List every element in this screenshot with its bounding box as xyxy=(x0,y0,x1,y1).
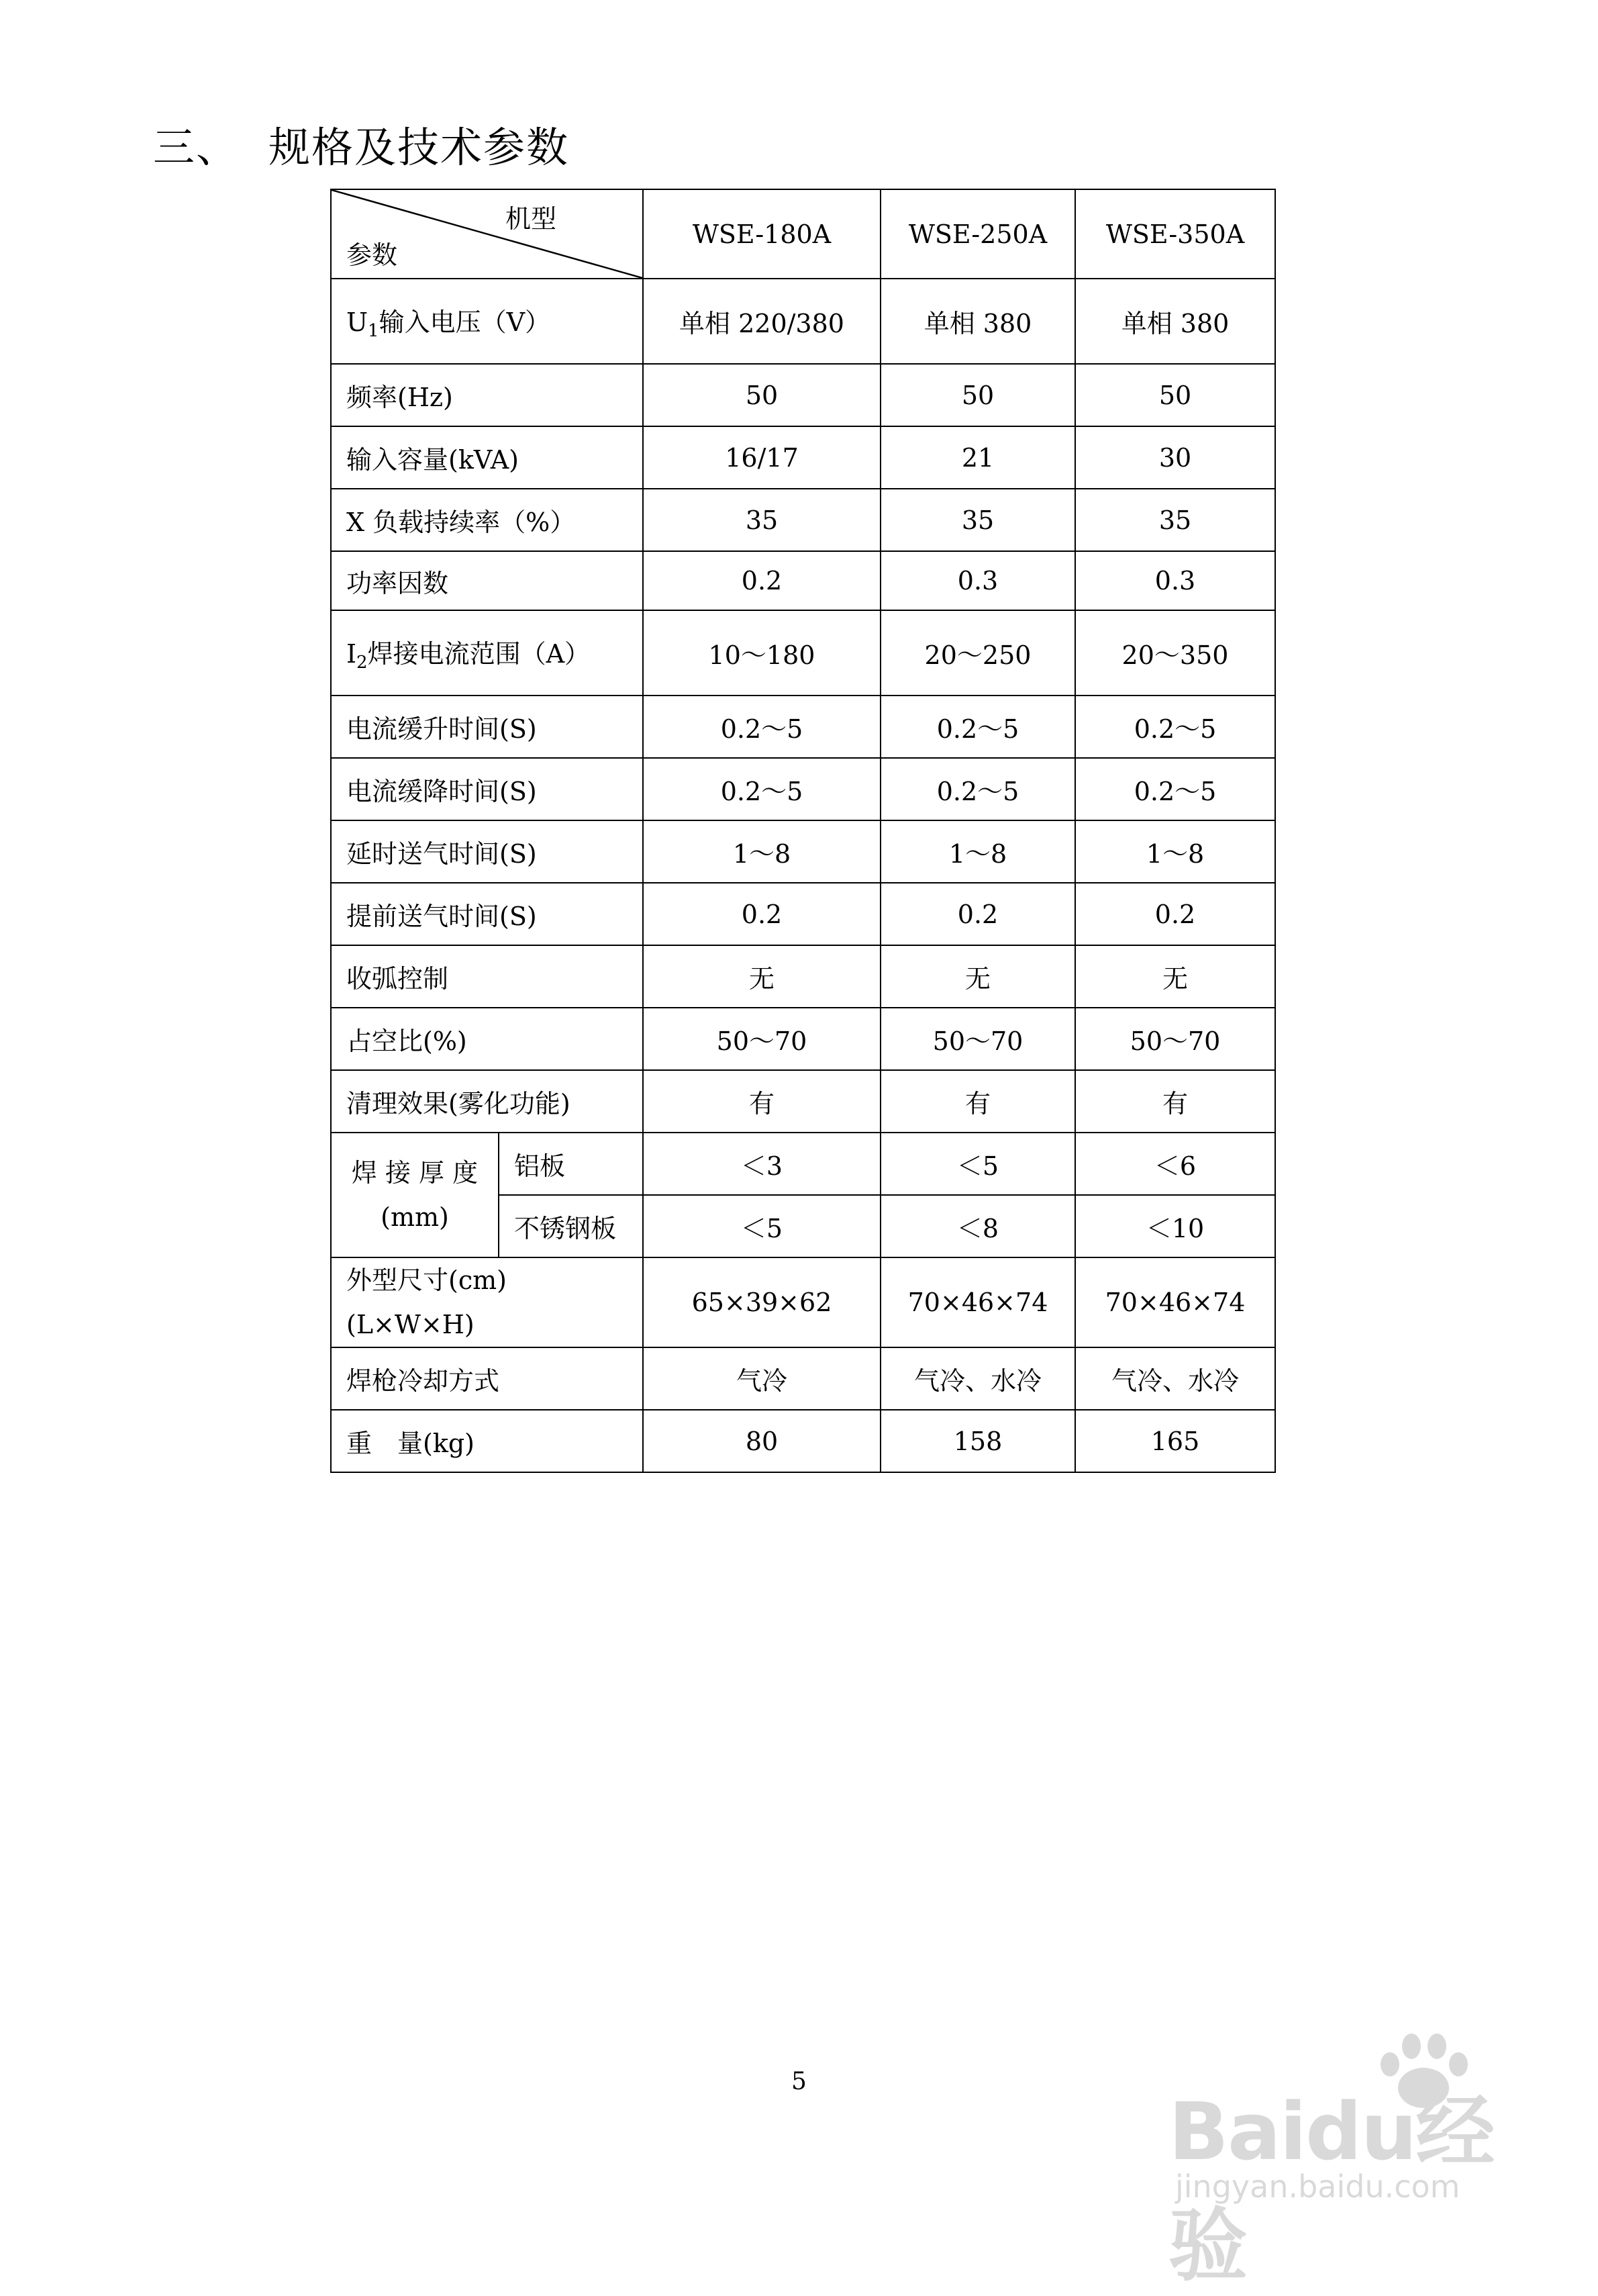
value-cell: 气冷、水冷 xyxy=(881,1347,1075,1410)
value-cell: ＜6 xyxy=(1075,1133,1275,1195)
table-row xyxy=(331,279,1275,364)
param-label: 外型尺寸(cm) (L×W×H) xyxy=(331,1257,643,1347)
value-cell: 0.3 xyxy=(881,551,1075,610)
value-cell: 0.2～5 xyxy=(1075,696,1275,758)
table-row xyxy=(331,1257,1275,1347)
table-row xyxy=(331,945,1275,1008)
value-cell: 20～350 xyxy=(1075,610,1275,696)
baidu-watermark xyxy=(1148,2027,1497,2292)
table-header-row xyxy=(331,189,1275,279)
value-cell: 有 xyxy=(1075,1070,1275,1133)
table-row xyxy=(331,883,1275,945)
table-row xyxy=(331,551,1275,610)
table-row xyxy=(331,1008,1275,1070)
model-header: WSE-180A xyxy=(643,189,881,279)
value-cell: 50 xyxy=(1075,364,1275,426)
table-row xyxy=(331,758,1275,820)
value-cell: 单相 380 xyxy=(1075,279,1275,364)
value-cell: ＜3 xyxy=(643,1133,881,1195)
watermark-url: jingyan.baidu.com xyxy=(1175,2168,1460,2205)
value-cell: 35 xyxy=(881,489,1075,551)
table-row xyxy=(331,1347,1275,1410)
param-label: $I_2$焊接电流范围（A） xyxy=(331,610,643,696)
stainless-label: 不锈钢板 xyxy=(499,1195,643,1257)
param-label: 输入容量(kVA) xyxy=(331,426,643,489)
param-label: 收弧控制 xyxy=(331,945,643,1008)
value-cell: 1～8 xyxy=(881,820,1075,883)
section-heading xyxy=(153,114,569,174)
param-label: $U_1$输入电压（V） xyxy=(331,279,643,364)
value-cell: 有 xyxy=(643,1070,881,1133)
param-label: 功率因数 xyxy=(331,551,643,610)
value-cell: 0.2 xyxy=(643,883,881,945)
value-cell: 1～8 xyxy=(643,820,881,883)
value-cell: ＜10 xyxy=(1075,1195,1275,1257)
table-row xyxy=(331,1133,1275,1195)
param-label: 延时送气时间(S) xyxy=(331,820,643,883)
corner-model-label: 机型 xyxy=(505,204,556,234)
param-label: 提前送气时间(S) xyxy=(331,883,643,945)
aluminum-label: 铝板 xyxy=(499,1133,643,1195)
param-label: 重 量(kg) xyxy=(331,1410,643,1472)
value-cell: 0.2 xyxy=(881,883,1075,945)
value-cell: ＜5 xyxy=(881,1133,1075,1195)
spec-table xyxy=(330,189,1276,1473)
param-label: 电流缓升时间(S) xyxy=(331,696,643,758)
table-row xyxy=(331,610,1275,696)
value-cell: 20～250 xyxy=(881,610,1075,696)
value-cell: 无 xyxy=(1075,945,1275,1008)
value-cell: 0.2～5 xyxy=(643,758,881,820)
table-row xyxy=(331,1070,1275,1133)
value-cell: 35 xyxy=(643,489,881,551)
value-cell: 无 xyxy=(643,945,881,1008)
thickness-label: 焊 接 厚 度 (mm) xyxy=(331,1133,499,1257)
table-row xyxy=(331,820,1275,883)
value-cell: 50～70 xyxy=(1075,1008,1275,1070)
value-cell: 单相 220/380 xyxy=(643,279,881,364)
value-cell: 30 xyxy=(1075,426,1275,489)
value-cell: 65×39×62 xyxy=(643,1257,881,1347)
value-cell: 16/17 xyxy=(643,426,881,489)
corner-header-cell xyxy=(331,189,643,279)
corner-param-label: 参数 xyxy=(346,240,398,270)
param-label: 清理效果(雾化功能) xyxy=(331,1070,643,1133)
param-label: 焊枪冷却方式 xyxy=(331,1347,643,1410)
table-row xyxy=(331,489,1275,551)
value-cell: 0.3 xyxy=(1075,551,1275,610)
param-label: 电流缓降时间(S) xyxy=(331,758,643,820)
value-cell: 气冷 xyxy=(643,1347,881,1410)
value-cell: 无 xyxy=(881,945,1075,1008)
value-cell: 单相 380 xyxy=(881,279,1075,364)
value-cell: 0.2～5 xyxy=(1075,758,1275,820)
value-cell: 50～70 xyxy=(881,1008,1075,1070)
param-label: X 负载持续率（%） xyxy=(331,489,643,551)
table-row xyxy=(331,426,1275,489)
value-cell: 0.2～5 xyxy=(643,696,881,758)
section-number: 三、 xyxy=(153,123,240,172)
value-cell: 35 xyxy=(1075,489,1275,551)
value-cell: 0.2～5 xyxy=(881,758,1075,820)
value-cell: 1～8 xyxy=(1075,820,1275,883)
param-label: 频率(Hz) xyxy=(331,364,643,426)
value-cell: 50 xyxy=(881,364,1075,426)
value-cell: ＜5 xyxy=(643,1195,881,1257)
value-cell: 0.2～5 xyxy=(881,696,1075,758)
section-title: 规格及技术参数 xyxy=(268,123,570,172)
watermark-logo: Baidu经验 xyxy=(1168,2085,1494,2292)
value-cell: 50 xyxy=(643,364,881,426)
param-label: 占空比(%) xyxy=(331,1008,643,1070)
value-cell: ＜8 xyxy=(881,1195,1075,1257)
value-cell: 气冷、水冷 xyxy=(1075,1347,1275,1410)
value-cell: 70×46×74 xyxy=(1075,1257,1275,1347)
value-cell: 80 xyxy=(643,1410,881,1472)
model-header: WSE-350A xyxy=(1075,189,1275,279)
value-cell: 0.2 xyxy=(643,551,881,610)
value-cell: 158 xyxy=(881,1410,1075,1472)
value-cell: 50～70 xyxy=(643,1008,881,1070)
value-cell: 165 xyxy=(1075,1410,1275,1472)
page-number: 5 xyxy=(791,2068,807,2095)
value-cell: 21 xyxy=(881,426,1075,489)
table-row xyxy=(331,696,1275,758)
table-row xyxy=(331,1410,1275,1472)
table-row xyxy=(331,364,1275,426)
value-cell: 70×46×74 xyxy=(881,1257,1075,1347)
value-cell: 0.2 xyxy=(1075,883,1275,945)
model-header: WSE-250A xyxy=(881,189,1075,279)
value-cell: 10～180 xyxy=(643,610,881,696)
value-cell: 有 xyxy=(881,1070,1075,1133)
